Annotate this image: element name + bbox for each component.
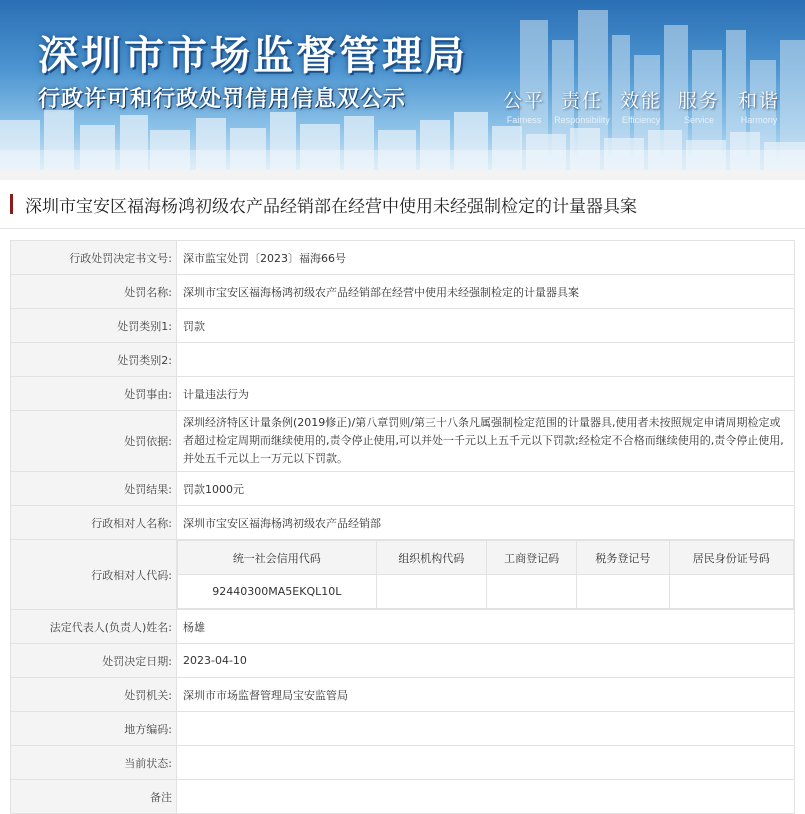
label-region-code: 地方编码: bbox=[11, 712, 177, 746]
site-banner bbox=[0, 0, 805, 170]
value-party-name: 深圳市宝安区福海杨鸿初级农产品经销部 bbox=[177, 506, 795, 540]
slogan-en: Efficiency bbox=[621, 115, 661, 125]
slogan-en: Harmony bbox=[740, 115, 778, 125]
penalty-detail-table bbox=[10, 240, 795, 814]
row-party-name bbox=[11, 506, 795, 540]
case-title-bar bbox=[0, 180, 805, 229]
row-basis bbox=[11, 411, 795, 472]
label-category2: 处罚类别2: bbox=[11, 343, 177, 377]
label-decision-date: 处罚决定日期: bbox=[11, 644, 177, 678]
banner-subtitle: 行政许可和行政处罚信用信息双公示 bbox=[38, 87, 407, 112]
value-region-code bbox=[177, 712, 795, 746]
value-status bbox=[177, 746, 795, 780]
label-remark: 备注 bbox=[11, 780, 177, 814]
slogan-cn: 和谐 bbox=[737, 90, 780, 112]
slogan-service bbox=[669, 86, 729, 125]
label-status: 当前状态: bbox=[11, 746, 177, 780]
value-legal-rep: 杨雄 bbox=[177, 610, 795, 644]
value-credit-code: 92440300MA5EKQL10L bbox=[178, 575, 377, 609]
slogan-cn: 责任 bbox=[560, 90, 603, 112]
slogan-cn: 公平 bbox=[502, 90, 545, 112]
slogan-responsibility bbox=[551, 86, 613, 125]
slogan-cn: 服务 bbox=[677, 90, 720, 112]
header-tax-reg-no: 税务登记号 bbox=[577, 541, 669, 575]
value-penalty-name: 深圳市宝安区福海杨鸿初级农产品经销部在经营中使用未经强制检定的计量器具案 bbox=[177, 275, 795, 309]
row-legal-rep bbox=[11, 610, 795, 644]
banner-slogans bbox=[497, 86, 789, 125]
slogan-cn: 效能 bbox=[619, 90, 662, 112]
row-category1 bbox=[11, 309, 795, 343]
value-category1: 罚款 bbox=[177, 309, 795, 343]
row-authority bbox=[11, 678, 795, 712]
slogan-efficiency bbox=[613, 86, 669, 125]
header-org-code: 组织机构代码 bbox=[376, 541, 486, 575]
value-decision-date: 2023-04-10 bbox=[177, 644, 795, 678]
party-code-cell bbox=[177, 540, 795, 610]
row-party-code bbox=[11, 540, 795, 610]
slogan-en: Fairness bbox=[506, 115, 542, 125]
slogan-fairness bbox=[497, 86, 551, 125]
slogan-en: Responsibility bbox=[554, 115, 610, 125]
value-authority: 深圳市市场监督管理局宝安监管局 bbox=[177, 678, 795, 712]
header-credit-code: 统一社会信用代码 bbox=[178, 541, 377, 575]
value-id-card-no bbox=[669, 575, 793, 609]
row-result bbox=[11, 472, 795, 506]
row-category2 bbox=[11, 343, 795, 377]
value-tax-reg-no bbox=[577, 575, 669, 609]
value-business-reg-code bbox=[486, 575, 576, 609]
value-basis: 深圳经济特区计量条例(2019修正)/第八章罚则/第三十八条凡属强制检定范围的计量器具,使用者未按照规定申请周期检定或者超过检定周期而继续使用的,责令停止使用,可以并处一千元以上五千元以下罚款;经检定不合格而继续使用的,责令停止使用,并处五千元以上一万元以下罚款。 bbox=[177, 411, 795, 472]
value-category2 bbox=[177, 343, 795, 377]
header-id-card-no: 居民身份证号码 bbox=[669, 541, 793, 575]
value-result: 罚款1000元 bbox=[177, 472, 795, 506]
value-remark bbox=[177, 780, 795, 814]
value-doc-no: 深市监宝处罚〔2023〕福海66号 bbox=[177, 241, 795, 275]
row-remark bbox=[11, 780, 795, 814]
label-doc-no: 行政处罚决定书文号: bbox=[11, 241, 177, 275]
row-status bbox=[11, 746, 795, 780]
label-reason: 处罚事由: bbox=[11, 377, 177, 411]
label-authority: 处罚机关: bbox=[11, 678, 177, 712]
banner-title: 深圳市市场监督管理局 bbox=[38, 33, 468, 79]
value-reason: 计量违法行为 bbox=[177, 377, 795, 411]
row-doc-no bbox=[11, 241, 795, 275]
party-code-table bbox=[177, 540, 794, 609]
row-penalty-name bbox=[11, 275, 795, 309]
label-basis: 处罚依据: bbox=[11, 411, 177, 472]
label-category1: 处罚类别1: bbox=[11, 309, 177, 343]
label-party-code: 行政相对人代码: bbox=[11, 540, 177, 610]
value-org-code bbox=[376, 575, 486, 609]
banner-gap bbox=[0, 170, 805, 180]
row-reason bbox=[11, 377, 795, 411]
header-business-reg-code: 工商登记码 bbox=[486, 541, 576, 575]
label-penalty-name: 处罚名称: bbox=[11, 275, 177, 309]
row-region-code bbox=[11, 712, 795, 746]
label-party-name: 行政相对人名称: bbox=[11, 506, 177, 540]
label-legal-rep: 法定代表人(负责人)姓名: bbox=[11, 610, 177, 644]
label-result: 处罚结果: bbox=[11, 472, 177, 506]
title-marker bbox=[10, 194, 13, 214]
row-decision-date bbox=[11, 644, 795, 678]
slogan-en: Service bbox=[683, 115, 714, 125]
slogan-harmony bbox=[729, 86, 789, 125]
party-code-value-row bbox=[178, 575, 794, 609]
case-title: 深圳市宝安区福海杨鸿初级农产品经销部在经营中使用未经强制检定的计量器具案 bbox=[25, 196, 637, 217]
detail-table-wrap bbox=[0, 229, 805, 814]
party-code-header-row bbox=[178, 541, 794, 575]
